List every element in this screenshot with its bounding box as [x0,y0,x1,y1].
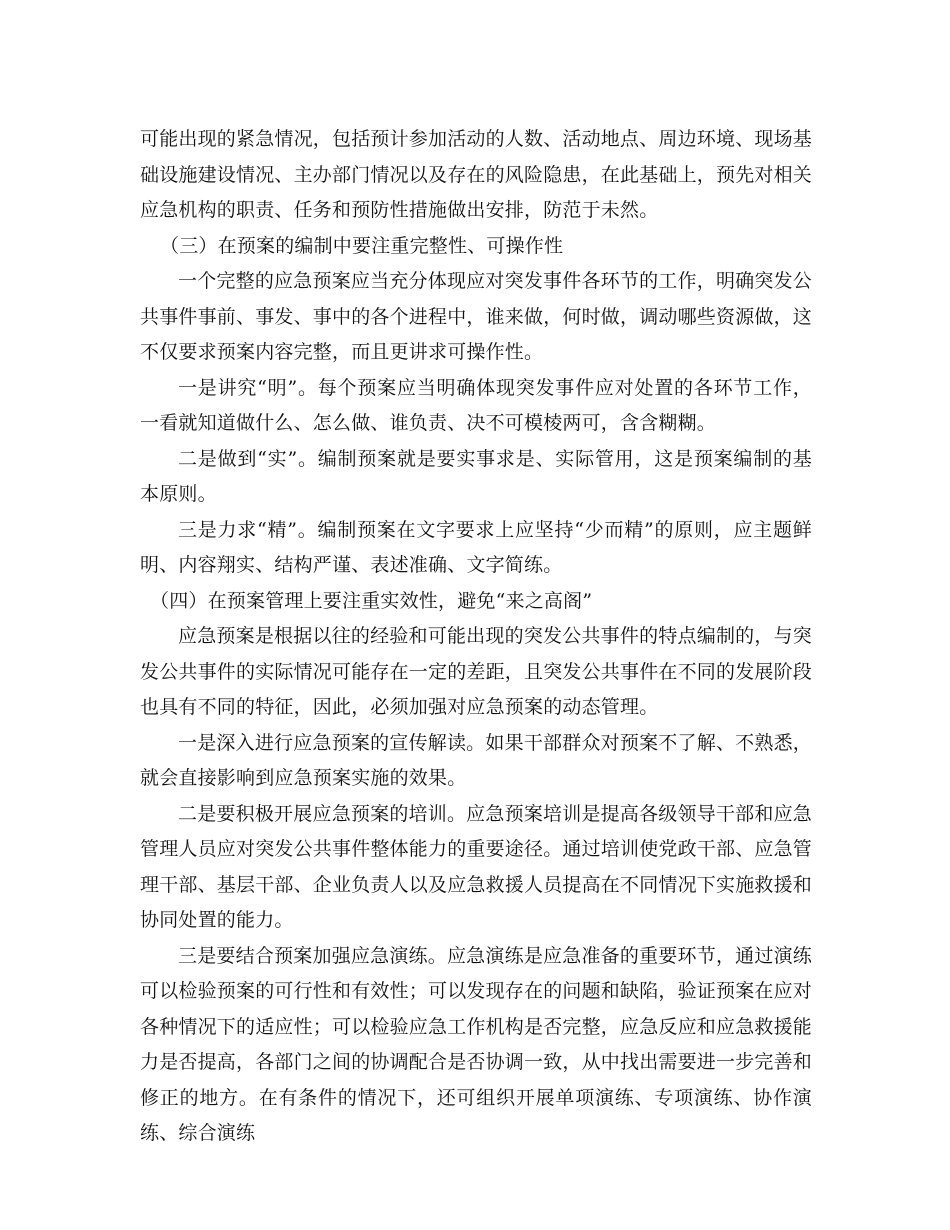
paragraph: 二是要积极开展应急预案的培训。应急预案培训是提高各级领导干部和应急管理人员应对突发公共事件整体能力的重要途径。通过培训使党政干部、应急管理干部、基层干部、企业负责人以及应急救援人员提高在不同情况下实施救援和协同处置的能力。 [140,802,813,931]
paragraph-continuation: 可能出现的紧急情况，包括预计参加活动的人数、活动地点、周边环境、现场基础设施建设情况、主办部门情况以及存在的风险隐患，在此基础上，预先对相关应急机构的职责、任务和预防性措施做出安排，防范于未然。 [140,128,813,221]
paragraph: 一个完整的应急预案应当充分体现应对突发事件各环节的工作，明确突发公共事件事前、事发、事中的各个进程中，谁来做，何时做，调动哪些资源做，这不仅要求预案内容完整，而且更讲求可操作性。 [140,270,813,363]
paragraph: 一是讲究“明”。每个预案应当明确体现突发事件应对处置的各环节工作，一看就知道做什么、怎么做、谁负责、决不可模棱两可，含含糊糊。 [140,376,812,434]
section-heading-4: （四）在预案管理上要注重实效性，避免“来之高阁” [150,589,593,612]
paragraph: 三是要结合预案加强应急演练。应急演练是应急准备的重要环节，通过演练可以检验预案的可行性和有效性；可以发现存在的问题和缺陷，验证预案在应对各种情况下的适应性；可以检验应急工作机构是否完整，应急反应和应急救援能力是否提高，各部门之间的协调配合是否协调一致，从中找出需要进一步完善和修正的地方。在有条件的情况下，还可组织开展单项演练、专项演练、协作演练、综合演练 [140,944,813,1144]
section-heading-3: （三）在预案的编制中要注重完整性、可操作性 [160,234,564,257]
paragraph: 三是力求“精”。编制预案在文字要求上应坚持“少而精”的原则，应主题鲜明、内容翔实、结构严谨、表述准确、文字简练。 [140,518,812,576]
document-body [140,122,812,1152]
paragraph: 一是深入进行应急预案的宣传解读。如果干部群众对预案不了解、不熟悉，就会直接影响到应急预案实施的效果。 [140,731,812,789]
paragraph: 应急预案是根据以往的经验和可能出现的突发公共事件的特点编制的，与突发公共事件的实际情况可能存在一定的差距，且突发公共事件在不同的发展阶段也具有不同的特征，因此，必须加强对应急预案的动态管理。 [140,625,813,718]
paragraph: 二是做到“实”。编制预案就是要实事求是、实际管用，这是预案编制的基本原则。 [140,447,812,505]
